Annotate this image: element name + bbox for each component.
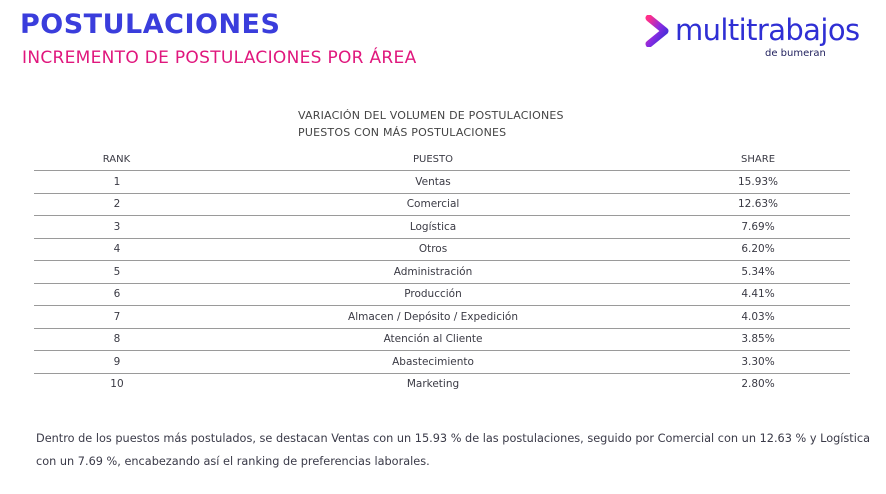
column-header-rank: RANK bbox=[34, 148, 200, 171]
table-row bbox=[34, 306, 850, 329]
puesto-cell: Ventas bbox=[200, 171, 666, 194]
table-row bbox=[34, 216, 850, 239]
share-cell: 4.03% bbox=[666, 306, 850, 329]
column-header-share: SHARE bbox=[666, 148, 850, 171]
rank-cell: 8 bbox=[34, 328, 200, 351]
share-cell: 15.93% bbox=[666, 171, 850, 194]
puesto-cell: Almacen / Depósito / Expedición bbox=[200, 306, 666, 329]
puesto-cell: Marketing bbox=[406, 378, 460, 391]
rank-cell: 4 bbox=[34, 238, 200, 261]
share-cell: 7.69% bbox=[666, 216, 850, 239]
table-row bbox=[34, 261, 850, 284]
chevron-logo-icon bbox=[645, 15, 673, 47]
table-row bbox=[34, 283, 850, 306]
rank-cell: 5 bbox=[34, 261, 200, 284]
puesto-cell: Otros bbox=[200, 238, 666, 261]
summary-paragraph: Dentro de los puestos más postulados, se destacan Ventas con un 15.93 % de las postulaciones, seguido por Comercial con un 12.63 % y Logística con un 7.69 %, encabezando así el ranking de preferencias laborales. bbox=[36, 432, 871, 468]
rank-cell: 6 bbox=[34, 283, 200, 306]
table-row bbox=[34, 193, 850, 216]
share-cell: 6.20% bbox=[666, 238, 850, 261]
table-header-row bbox=[34, 148, 850, 171]
table-row bbox=[34, 351, 850, 374]
rank-cell: 2 bbox=[34, 193, 200, 216]
rank-cell: 7 bbox=[34, 306, 200, 329]
table-row bbox=[34, 238, 850, 261]
logo-subtext: de bumeran bbox=[765, 48, 826, 59]
table-row bbox=[34, 373, 850, 395]
puesto-cell: Administración bbox=[200, 261, 666, 284]
page-subtitle: INCREMENTO DE POSTULACIONES POR ÁREA bbox=[22, 48, 417, 68]
table-row bbox=[34, 171, 850, 194]
share-cell: 4.41% bbox=[666, 283, 850, 306]
page-title: POSTULACIONES bbox=[20, 9, 281, 40]
rank-cell: 10 bbox=[110, 378, 124, 391]
puesto-cell: Abastecimiento bbox=[200, 351, 666, 374]
puesto-cell: Producción bbox=[200, 283, 666, 306]
table-row bbox=[34, 328, 850, 351]
column-header-puesto: PUESTO bbox=[200, 148, 666, 171]
table-heading-variation: VARIACIÓN DEL VOLUMEN DE POSTULACIONES bbox=[298, 109, 564, 122]
rank-cell: 1 bbox=[34, 171, 200, 194]
puesto-cell: Comercial bbox=[200, 193, 666, 216]
ranking-table bbox=[34, 148, 850, 395]
share-cell: 2.80% bbox=[741, 378, 775, 391]
puesto-cell: Logística bbox=[200, 216, 666, 239]
rank-cell: 9 bbox=[34, 351, 200, 374]
puesto-cell: Atención al Cliente bbox=[200, 328, 666, 351]
share-cell: 5.34% bbox=[666, 261, 850, 284]
table-heading-puestos: PUESTOS CON MÁS POSTULACIONES bbox=[298, 126, 507, 139]
share-cell: 3.85% bbox=[666, 328, 850, 351]
share-cell: 12.63% bbox=[666, 193, 850, 216]
share-cell: 3.30% bbox=[666, 351, 850, 374]
multitrabajos-logo bbox=[645, 12, 881, 60]
rank-cell: 3 bbox=[34, 216, 200, 239]
logo-wordmark: multitrabajos bbox=[675, 13, 860, 47]
